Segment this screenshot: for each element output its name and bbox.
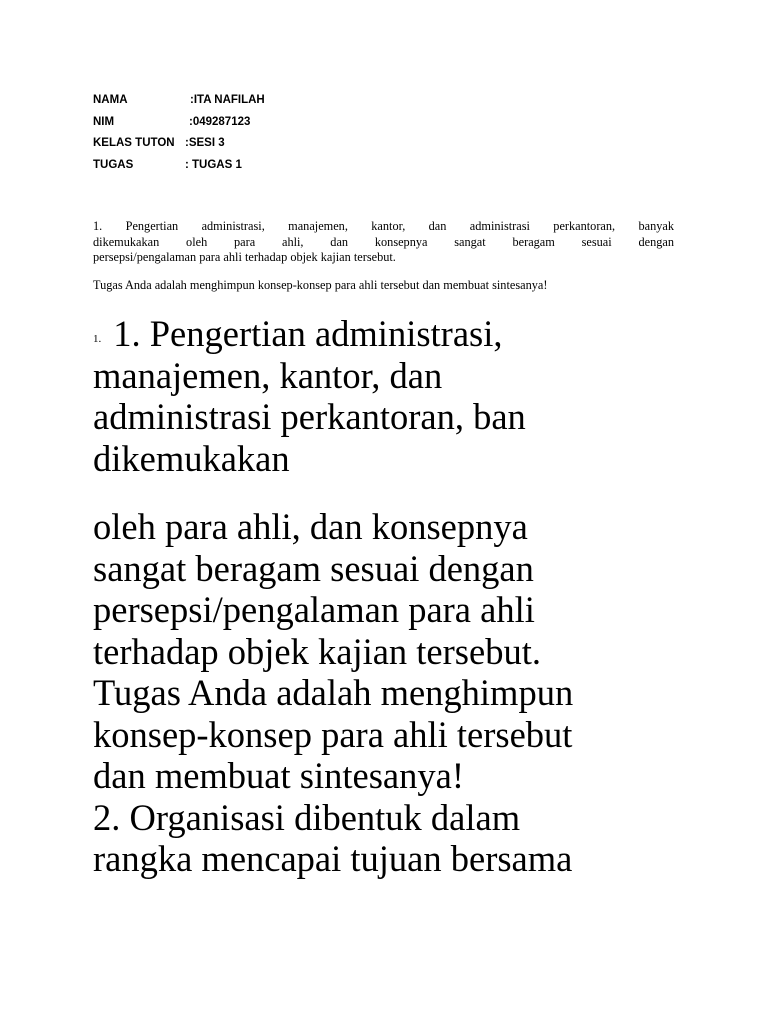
identity-label: TUGAS [93, 158, 134, 171]
answer-line: persepsi/pengalaman para ahli [93, 589, 535, 630]
answer-line: administrasi perkantoran, ban [93, 396, 526, 437]
question-task: Tugas Anda adalah menghimpun konsep-konsep para ahli tersebut dan membuat sintesanya! [93, 278, 548, 292]
identity-value: :ITA NAFILAH [190, 94, 265, 106]
question-line: dikemukakan oleh para ahli, dan konsepnya sangat beragam sesuai dengan [93, 234, 674, 249]
identity-label: KELAS TUTON [93, 137, 175, 149]
answer-line: dan membuat sintesanya! [93, 755, 464, 796]
answer-line: terhadap objek kajian tersebut. [93, 630, 541, 672]
identity-label: NAMA [93, 94, 128, 106]
answer-line: 2. Organisasi dibentuk dalam [93, 796, 521, 838]
identity-value: : TUGAS 1 [185, 158, 242, 171]
identity-value: :049287123 [189, 115, 251, 128]
question-paragraph [93, 219, 674, 266]
answer-line: sangat beragam sesuai dengan [93, 547, 534, 589]
answer-line: rangka mencapai tujuan bersama [93, 838, 573, 879]
question-line: persepsi/pengalaman para ahli terhadap objek kajian tersebut. [93, 250, 396, 264]
answer-line: konsep-konsep para ahli tersebut [93, 713, 573, 755]
answer-line: dikemukakan [93, 437, 290, 479]
identity-value: :SESI 3 [185, 137, 225, 149]
list-marker: 1. [93, 333, 102, 345]
question-line: 1. Pengertian administrasi, manajemen, kantor, dan administrasi perkantoran, banyak [93, 219, 674, 233]
answer-block-1 [93, 313, 526, 479]
answer-line-text: 1. Pengertian administrasi, [113, 313, 503, 354]
answer-line: Tugas Anda adalah menghimpun [93, 672, 574, 713]
answer-block-2 [93, 506, 573, 880]
answer-line: oleh para ahli, dan konsepnya [93, 506, 528, 547]
answer-line [93, 313, 526, 355]
answer-line: manajemen, kantor, dan [93, 354, 443, 396]
identity-label: NIM [93, 115, 115, 128]
